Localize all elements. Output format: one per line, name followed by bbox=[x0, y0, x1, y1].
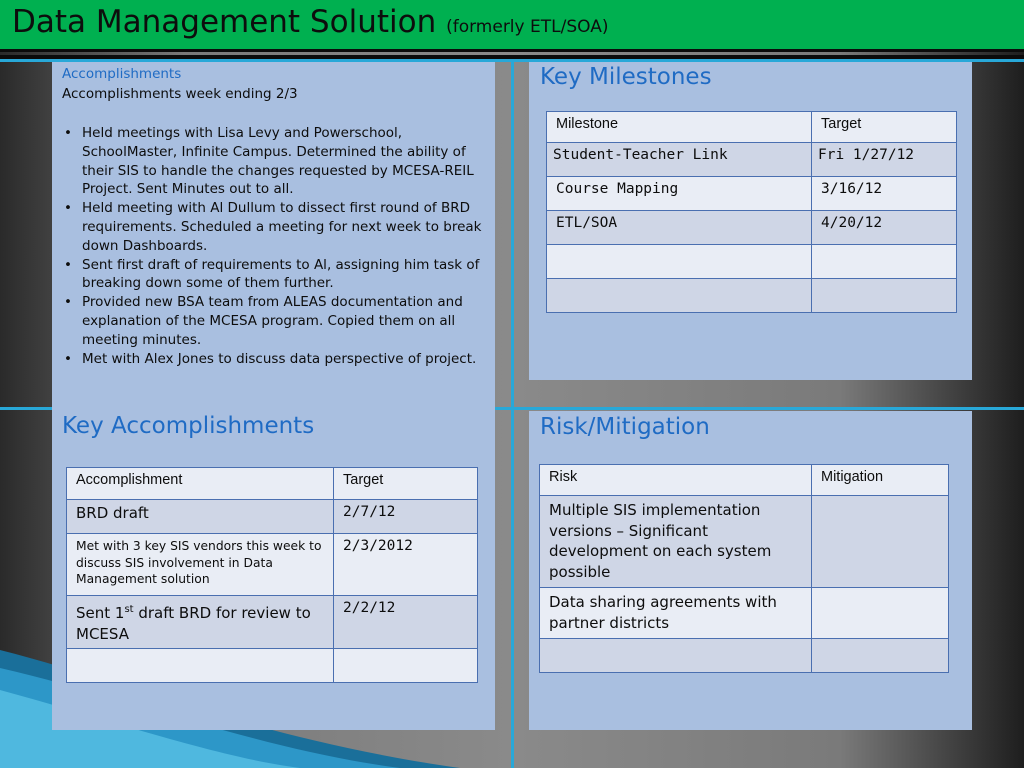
accomplishment-bullet: • Met with Alex Jones to discuss data perspective of project. bbox=[62, 350, 492, 369]
table-row bbox=[547, 279, 957, 313]
risk-cell: Multiple SIS implementation versions – Significant development on each system possible bbox=[540, 496, 812, 588]
title-bar bbox=[0, 0, 1024, 52]
column-header-target: Target bbox=[334, 468, 478, 500]
key-accomplishments-table bbox=[66, 467, 478, 683]
slide-title bbox=[12, 4, 608, 40]
target-cell: 2/2/12 bbox=[334, 596, 478, 649]
table-row bbox=[540, 588, 949, 639]
table-row bbox=[547, 211, 957, 245]
table-row bbox=[547, 177, 957, 211]
accomplishment-bullet: • Held meetings with Lisa Levy and Powerschool, SchoolMaster, Infinite Campus. Determined the ability of their SIS to handle the changes requested by MCESA-REIL Project. Sent Minutes out to all. bbox=[62, 124, 492, 199]
column-header-risk: Risk bbox=[540, 465, 812, 496]
table-header-row bbox=[67, 468, 478, 500]
table-row bbox=[540, 639, 949, 673]
accomplishment-cell: BRD draft bbox=[67, 500, 334, 534]
accomplishment-bullet: • Sent first draft of requirements to Al, assigning him task of breaking down some of them further. bbox=[62, 256, 492, 294]
accomplishment-text-post: draft BRD for review to MCESA bbox=[76, 604, 311, 643]
target-cell bbox=[812, 245, 957, 279]
accomplishment-text-pre: Sent 1 bbox=[76, 604, 125, 622]
table-row bbox=[540, 496, 949, 588]
column-header-milestone: Milestone bbox=[547, 112, 812, 143]
target-cell: 3/16/12 bbox=[812, 177, 957, 211]
column-header-target: Target bbox=[812, 112, 957, 143]
risk-mitigation-panel bbox=[529, 411, 972, 730]
risk-cell bbox=[540, 639, 812, 673]
key-milestones-heading: Key Milestones bbox=[540, 64, 712, 90]
accomplishment-cell bbox=[67, 596, 334, 649]
accomplishments-bullet-list bbox=[62, 124, 492, 368]
slide-title-main: Data Management Solution bbox=[12, 4, 437, 40]
accomplishment-bullet: • Held meeting with Al Dullum to dissect first round of BRD requirements. Scheduled a meeting for next week to break down Dashboards. bbox=[62, 199, 492, 255]
risk-mitigation-heading: Risk/Mitigation bbox=[540, 414, 710, 440]
milestone-cell bbox=[547, 279, 812, 313]
risk-cell: Data sharing agreements with partner districts bbox=[540, 588, 812, 639]
table-row bbox=[67, 534, 478, 596]
table-header-row bbox=[547, 112, 957, 143]
table-row bbox=[547, 143, 957, 177]
milestone-cell bbox=[547, 245, 812, 279]
target-cell: Fri 1/27/12 bbox=[812, 143, 957, 177]
table-header-row bbox=[540, 465, 949, 496]
accomplishment-cell: Met with 3 key SIS vendors this week to discuss SIS involvement in Data Management solution bbox=[67, 534, 334, 596]
mitigation-cell bbox=[812, 639, 949, 673]
column-header-accomplishment: Accomplishment bbox=[67, 468, 334, 500]
table-row bbox=[547, 245, 957, 279]
accomplishment-cell bbox=[67, 649, 334, 683]
accent-line-vertical bbox=[511, 59, 514, 768]
key-milestones-table bbox=[546, 111, 957, 313]
target-cell: 4/20/12 bbox=[812, 211, 957, 245]
column-header-mitigation: Mitigation bbox=[812, 465, 949, 496]
target-cell bbox=[334, 649, 478, 683]
mitigation-cell bbox=[812, 588, 949, 639]
target-cell: 2/3/2012 bbox=[334, 534, 478, 596]
table-row bbox=[67, 500, 478, 534]
slide-title-sub: (formerly ETL/SOA) bbox=[446, 17, 609, 37]
accomplishments-small-heading: Accomplishments bbox=[62, 66, 182, 82]
table-row bbox=[67, 596, 478, 649]
key-milestones-panel bbox=[529, 62, 972, 380]
accomplishment-bullet: • Provided new BSA team from ALEAS documentation and explanation of the MCESA program. Copied them on all meeting minutes. bbox=[62, 293, 492, 349]
milestone-cell: Student-Teacher Link bbox=[547, 143, 812, 177]
table-row bbox=[67, 649, 478, 683]
accomplishments-week-line: Accomplishments week ending 2/3 bbox=[62, 86, 298, 102]
risk-mitigation-table bbox=[539, 464, 949, 673]
key-accomplishments-heading: Key Accomplishments bbox=[62, 413, 315, 439]
milestone-cell: Course Mapping bbox=[547, 177, 812, 211]
milestone-cell: ETL/SOA bbox=[547, 211, 812, 245]
accomplishments-panel bbox=[52, 62, 495, 730]
mitigation-cell bbox=[812, 496, 949, 588]
target-cell bbox=[812, 279, 957, 313]
accomplishment-text-sup: st bbox=[124, 604, 134, 615]
target-cell: 2/7/12 bbox=[334, 500, 478, 534]
